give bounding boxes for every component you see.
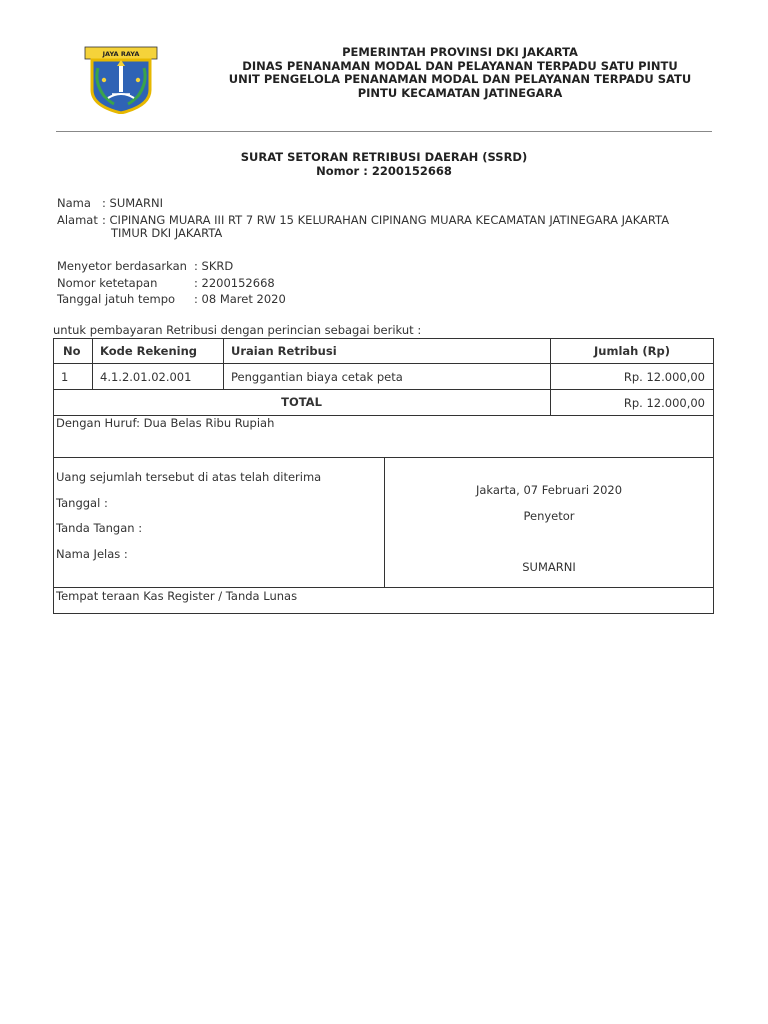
logo-banner-text: JAYA RAYA <box>102 50 140 58</box>
document-number: Nomor : 2200152668 <box>316 164 452 178</box>
total-label: TOTAL <box>281 395 322 409</box>
nomor-ketetapan-value: : 2200152668 <box>194 276 275 290</box>
receipt-statement: Uang sejumlah tersebut di atas telah diterima <box>56 470 322 484</box>
jatuh-tempo-label: Tanggal jatuh tempo <box>57 292 176 306</box>
header-divider <box>56 131 712 132</box>
table-col-divider <box>223 338 224 389</box>
letterhead <box>150 46 768 100</box>
depositor-place-date: Jakarta, 07 Februari 2020 <box>475 483 623 497</box>
alamat-label: Alamat <box>57 213 98 227</box>
letterhead-line-3: UNIT PENGELOLA PENANAMAN MODAL DAN PELAYANAN TERPADU SATU <box>228 72 692 86</box>
table-col-divider <box>92 338 93 389</box>
intro-text: untuk pembayaran Retribusi dengan perincian sebagai berikut : <box>53 323 422 337</box>
cash-register-stamp-area: Tempat teraan Kas Register / Tanda Lunas <box>56 589 298 603</box>
amount-in-words: Dengan Huruf: Dua Belas Ribu Rupiah <box>56 416 275 430</box>
menyetor-value: : SKRD <box>194 259 234 273</box>
row-no: 1 <box>61 370 69 384</box>
nomor-ketetapan-label: Nomor ketetapan <box>57 276 158 290</box>
depositor-role: Penyetor <box>523 509 575 523</box>
col-header-uraian: Uraian Retribusi <box>231 344 337 358</box>
nama-value: : SUMARNI <box>102 196 164 210</box>
jatuh-tempo-value: : 08 Maret 2020 <box>194 292 286 306</box>
letterhead-line-1: PEMERINTAH PROVINSI DKI JAKARTA <box>342 45 578 59</box>
document-title-block <box>56 150 712 178</box>
col-header-kode: Kode Rekening <box>100 344 197 358</box>
col-header-jumlah: Jumlah (Rp) <box>594 344 670 358</box>
row-uraian: Penggantian biaya cetak peta <box>231 370 403 384</box>
alamat-value-line-1: : CIPINANG MUARA III RT 7 RW 15 KELURAHAN CIPINANG MUARA KECAMATAN JATINEGARA JAKARTA <box>102 213 670 227</box>
nama-label: Nama <box>57 196 91 210</box>
table-row-divider <box>53 389 714 390</box>
row-jumlah: Rp. 12.000,00 <box>623 370 705 384</box>
row-kode: 4.1.2.01.02.001 <box>100 370 192 384</box>
total-value: Rp. 12.000,00 <box>623 396 705 410</box>
dki-jakarta-emblem-icon <box>84 46 158 114</box>
letterhead-line-4: PINTU KECAMATAN JATINEGARA <box>357 85 563 100</box>
document-title: SURAT SETORAN RETRIBUSI DAERAH (SSRD) <box>240 150 528 164</box>
receipt-signature-label: Tanda Tangan : <box>56 521 143 535</box>
menyetor-label: Menyetor berdasarkan <box>57 259 187 273</box>
alamat-value-line-2: TIMUR DKI JAKARTA <box>111 226 223 240</box>
table-row-divider <box>53 363 714 364</box>
depositor-name: SUMARNI <box>522 560 576 574</box>
table-row-divider <box>53 587 714 588</box>
letterhead-line-2: DINAS PENANAMAN MODAL DAN PELAYANAN TERPADU SATU PINTU <box>242 58 678 73</box>
receipt-name-label: Nama Jelas : <box>56 547 128 561</box>
receipt-date-label: Tanggal : <box>56 496 108 510</box>
col-header-no: No <box>63 344 81 358</box>
